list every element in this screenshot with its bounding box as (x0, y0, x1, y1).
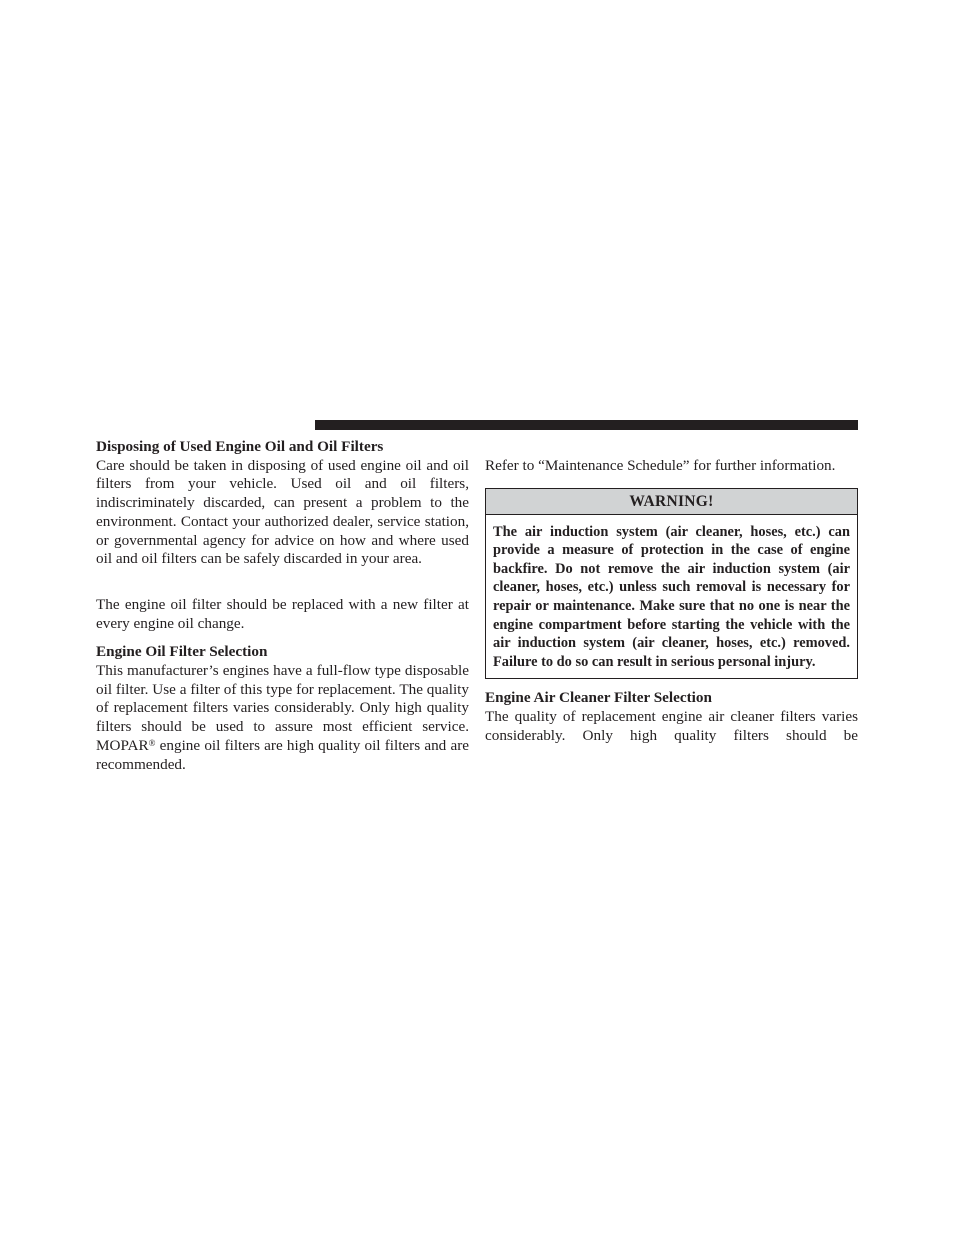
air-cleaner-paragraph: The quality of replacement engine air cleaner filters varies considerably. Only high quality filters should be (485, 708, 858, 744)
right-column (485, 437, 858, 746)
disposal-paragraph: Care should be taken in disposing of used engine oil and oil filters from your vehicle. Used oil and oil filters, indiscriminately discarded, can present a problem to the environment. Contact your authorized dealer, service station, or governmental agency for advice on how and where used oil and oil filters can be safely discarded in your area. (96, 456, 469, 568)
registered-mark: ® (148, 737, 156, 748)
filter-selection-text-after: engine oil filters are high quality oil filters and are recommended. (96, 736, 469, 773)
disposal-heading: Disposing of Used Engine Oil and Oil Filters (96, 438, 384, 455)
warning-box (485, 488, 858, 680)
filter-selection-heading: Engine Oil Filter Selection (96, 643, 268, 661)
warning-text: The air induction system (air cleaner, hoses, etc.) can provide a measure of protection in the case of engine backfire. Do not remove the air induction system (air cleaner, hoses, etc.) unless such removal is necessary for repair or maintenance. Make sure that no one is near the engine compartment before starting the vehicle with the air induction system (air cleaner, hoses, etc.) removed. Failure to do so can result in serious personal injury. (493, 523, 850, 670)
refer-paragraph: Refer to “Maintenance Schedule” for further information. (485, 457, 836, 474)
warning-title: WARNING! (486, 489, 857, 515)
air-cleaner-heading: Engine Air Cleaner Filter Selection (485, 689, 712, 707)
section-header-bar (315, 420, 858, 430)
left-column (96, 437, 469, 774)
filter-selection-text-before: This manufacturer’s engines have a full-flow type disposable oil filter. Use a filter of this type for replacement. The quality of replacement filters varies considerably. Only high quality filters should be used to assure most efficient service. MOPAR (96, 662, 469, 754)
filter-replace-paragraph: The engine oil filter should be replaced with a new filter at every engine oil change. (96, 595, 469, 632)
filter-selection-paragraph (96, 662, 469, 774)
